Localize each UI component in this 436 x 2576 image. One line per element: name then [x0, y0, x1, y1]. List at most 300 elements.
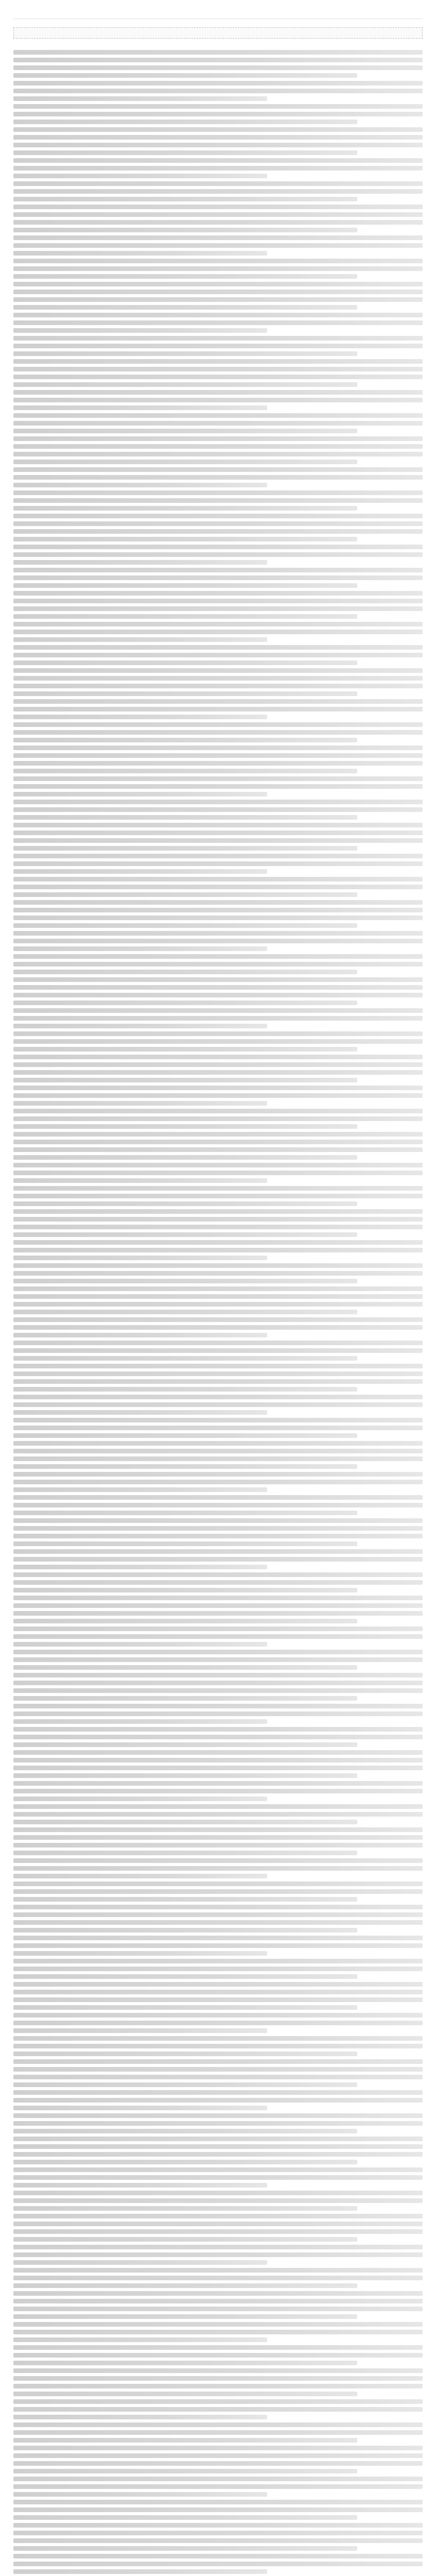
text-line-placeholder — [13, 1256, 267, 1260]
text-line-placeholder — [13, 2167, 423, 2172]
text-line-placeholder — [13, 730, 423, 735]
text-line-placeholder — [13, 1209, 423, 1214]
text-line-placeholder — [13, 846, 357, 851]
text-line-placeholder — [13, 1310, 357, 1314]
text-line-placeholder — [13, 1866, 423, 1871]
text-line-placeholder — [13, 1967, 423, 1971]
text-line-placeholder — [13, 1650, 423, 1654]
text-line-placeholder — [13, 2059, 423, 2064]
text-line-placeholder — [13, 660, 357, 665]
text-line-placeholder — [13, 475, 423, 480]
text-line-placeholder — [13, 1974, 357, 1979]
text-line-placeholder — [13, 2175, 423, 2180]
text-line-placeholder — [13, 1240, 423, 1245]
text-line-placeholder — [13, 1495, 423, 1500]
text-line-placeholder — [13, 313, 423, 317]
text-line-placeholder — [13, 1549, 423, 1554]
text-line-placeholder — [13, 1341, 423, 1345]
text-line-placeholder — [13, 1371, 423, 1376]
text-line-placeholder — [13, 320, 423, 325]
text-line-placeholder — [13, 2307, 423, 2311]
text-line-placeholder — [13, 1062, 423, 1067]
text-line-placeholder — [13, 1858, 423, 1863]
text-line-placeholder — [13, 1279, 357, 1283]
text-line-placeholder — [13, 297, 423, 302]
text-line-placeholder — [13, 127, 423, 132]
text-line-placeholder — [13, 707, 423, 711]
text-line-placeholder — [13, 2214, 423, 2218]
text-line-placeholder — [13, 1603, 423, 1608]
text-line-placeholder — [13, 1727, 423, 1732]
text-line-placeholder — [13, 514, 423, 518]
text-line-placeholder — [13, 2245, 423, 2249]
text-line-placeholder — [13, 1572, 423, 1577]
text-line-placeholder — [13, 529, 423, 534]
text-line-placeholder — [13, 104, 423, 109]
text-line-placeholder — [13, 1982, 423, 1987]
text-line-placeholder — [13, 653, 423, 657]
text-line-placeholder — [13, 282, 423, 286]
text-line-placeholder — [13, 831, 423, 835]
text-line-placeholder — [13, 1001, 357, 1005]
text-line-placeholder — [13, 2113, 423, 2118]
text-line-placeholder — [13, 1920, 423, 1925]
text-line-placeholder — [13, 2144, 423, 2149]
text-line-placeholder — [13, 1008, 423, 1013]
text-line-placeholder — [13, 521, 423, 526]
text-line-placeholder — [13, 939, 423, 943]
text-line-placeholder — [13, 869, 267, 874]
text-line-placeholder — [13, 807, 423, 812]
text-line-placeholder — [13, 2283, 357, 2288]
text-line-placeholder — [13, 1851, 357, 1855]
text-line-placeholder — [13, 2005, 357, 2010]
text-line-placeholder — [13, 815, 357, 820]
text-line-placeholder — [13, 436, 423, 441]
text-line-placeholder — [13, 2252, 423, 2257]
text-line-placeholder — [13, 1086, 423, 1090]
text-line-placeholder — [13, 1016, 423, 1021]
text-line-placeholder — [13, 228, 357, 232]
text-line-placeholder — [13, 1534, 423, 1538]
text-line-placeholder — [13, 1804, 423, 1809]
text-line-placeholder — [13, 2554, 423, 2558]
text-line-placeholder — [13, 2477, 423, 2481]
text-line-placeholder — [13, 2546, 357, 2551]
text-line-placeholder — [13, 1711, 423, 1716]
text-line-placeholder — [13, 2268, 423, 2273]
text-line-placeholder — [13, 1186, 423, 1191]
text-line-placeholder — [13, 243, 423, 248]
text-line-placeholder — [13, 429, 357, 433]
text-line-placeholder — [13, 444, 423, 449]
text-line-placeholder — [13, 1325, 423, 1330]
text-line-placeholder — [13, 1928, 357, 1933]
text-line-placeholder — [13, 2469, 357, 2473]
text-line-placeholder — [13, 2028, 267, 2033]
text-line-placeholder — [13, 630, 423, 634]
text-line-placeholder — [13, 916, 423, 920]
text-line-placeholder — [13, 2299, 423, 2303]
text-line-placeholder — [13, 1031, 423, 1036]
text-line-placeholder — [13, 2523, 423, 2528]
text-line-placeholder — [13, 753, 423, 758]
body-text-lines — [13, 50, 423, 2576]
text-line-placeholder — [13, 2314, 357, 2319]
text-line-placeholder — [13, 668, 423, 673]
text-line-placeholder — [13, 1704, 423, 1708]
text-line-placeholder — [13, 1248, 423, 1252]
text-line-placeholder — [13, 1781, 423, 1786]
text-line-placeholder — [13, 2353, 423, 2358]
text-line-placeholder — [13, 568, 423, 572]
text-line-placeholder — [13, 359, 423, 364]
text-line-placeholder — [13, 2075, 423, 2079]
text-line-placeholder — [13, 2021, 423, 2025]
text-line-placeholder — [13, 1588, 357, 1592]
text-line-placeholder — [13, 112, 423, 116]
text-line-placeholder — [13, 854, 423, 858]
text-line-placeholder — [13, 405, 267, 410]
text-line-placeholder — [13, 1194, 423, 1198]
text-line-placeholder — [13, 784, 423, 789]
text-line-placeholder — [13, 220, 423, 225]
text-line-placeholder — [13, 2422, 423, 2427]
text-line-placeholder — [13, 962, 423, 967]
text-line-placeholder — [13, 2276, 423, 2280]
text-line-placeholder — [13, 1078, 357, 1082]
text-line-placeholder — [13, 614, 357, 619]
text-line-placeholder — [13, 537, 357, 541]
text-line-placeholder — [13, 166, 423, 171]
text-line-placeholder — [13, 50, 423, 55]
text-line-placeholder — [13, 1039, 423, 1044]
text-line-placeholder — [13, 1797, 267, 1801]
text-line-placeholder — [13, 946, 267, 951]
text-line-placeholder — [13, 684, 423, 688]
text-line-placeholder — [13, 1364, 423, 1368]
text-line-placeholder — [13, 1657, 423, 1662]
text-line-placeholder — [13, 1132, 423, 1137]
text-line-placeholder — [13, 197, 357, 201]
text-line-placeholder — [13, 96, 267, 101]
text-line-placeholder — [13, 1109, 423, 1113]
text-line-placeholder — [13, 120, 357, 124]
text-line-placeholder — [13, 2160, 357, 2164]
text-line-placeholder — [13, 212, 423, 217]
text-line-placeholder — [13, 1163, 423, 1167]
text-line-placeholder — [13, 1619, 357, 1623]
text-line-placeholder — [13, 1441, 423, 1446]
text-line-placeholder — [13, 583, 357, 588]
text-line-placeholder — [13, 970, 357, 974]
text-line-placeholder — [13, 2090, 423, 2095]
text-line-placeholder — [13, 691, 357, 696]
text-line-placeholder — [13, 1178, 267, 1183]
text-line-placeholder — [13, 552, 423, 557]
text-line-placeholder — [13, 1541, 357, 1546]
text-line-placeholder — [13, 923, 357, 928]
text-line-placeholder — [13, 1225, 423, 1229]
text-line-placeholder — [13, 1580, 423, 1585]
text-line-placeholder — [13, 2345, 423, 2350]
text-line-placeholder — [13, 351, 357, 356]
text-line-placeholder — [13, 1317, 423, 1322]
text-line-placeholder — [13, 452, 423, 456]
text-line-placeholder — [13, 715, 267, 719]
text-line-placeholder — [13, 483, 267, 487]
text-line-placeholder — [13, 838, 423, 843]
text-line-placeholder — [13, 1758, 423, 1762]
text-line-placeholder — [13, 1681, 423, 1685]
text-line-placeholder — [13, 2407, 423, 2412]
text-line-placeholder — [13, 2562, 423, 2566]
text-line-placeholder — [13, 738, 357, 742]
text-line-placeholder — [13, 336, 423, 341]
text-line-placeholder — [13, 1936, 423, 1940]
document-body — [13, 47, 423, 2576]
text-line-placeholder — [13, 1024, 267, 1028]
text-line-placeholder — [13, 1688, 423, 1693]
text-line-placeholder — [13, 2198, 423, 2203]
text-line-placeholder — [13, 676, 423, 681]
text-line-placeholder — [13, 1456, 423, 1461]
text-line-placeholder — [13, 1511, 357, 1515]
text-line-placeholder — [13, 2399, 423, 2404]
text-line-placeholder — [13, 490, 423, 495]
text-line-placeholder — [13, 2507, 423, 2512]
text-line-placeholder — [13, 591, 423, 596]
text-line-placeholder — [13, 1140, 423, 1144]
text-line-placeholder — [13, 382, 357, 387]
text-line-placeholder — [13, 985, 423, 990]
text-line-placeholder — [13, 1673, 423, 1677]
text-line-placeholder — [13, 1433, 357, 1438]
text-line-placeholder — [13, 81, 423, 86]
text-line-placeholder — [13, 1124, 357, 1129]
text-line-placeholder — [13, 467, 423, 472]
text-line-placeholder — [13, 1912, 423, 1917]
text-line-placeholder — [13, 977, 423, 982]
text-line-placeholder — [13, 2384, 423, 2388]
text-line-placeholder — [13, 1735, 423, 1739]
text-line-placeholder — [13, 1897, 357, 1902]
text-line-placeholder — [13, 2492, 267, 2497]
text-line-placeholder — [13, 1634, 423, 1639]
text-line-placeholder — [13, 2291, 423, 2296]
text-line-placeholder — [13, 1789, 423, 1793]
text-line-placeholder — [13, 290, 423, 294]
text-line-placeholder — [13, 189, 423, 194]
text-line-placeholder — [13, 908, 423, 912]
text-line-placeholder — [13, 390, 423, 395]
text-line-placeholder — [13, 150, 357, 155]
text-line-placeholder — [13, 1286, 423, 1291]
text-line-placeholder — [13, 699, 423, 704]
text-line-placeholder — [13, 305, 357, 310]
text-line-placeholder — [13, 1147, 423, 1152]
text-line-placeholder — [13, 1333, 267, 1337]
text-line-placeholder — [13, 1626, 423, 1631]
text-line-placeholder — [13, 1464, 357, 1469]
text-line-placeholder — [13, 993, 423, 997]
text-line-placeholder — [13, 398, 423, 402]
text-line-placeholder — [13, 498, 423, 503]
text-line-placeholder — [13, 375, 423, 379]
text-line-placeholder — [13, 637, 267, 642]
text-line-placeholder — [13, 1766, 423, 1770]
text-line-placeholder — [13, 2531, 423, 2535]
text-line-placeholder — [13, 1101, 267, 1106]
text-line-placeholder — [13, 622, 423, 626]
text-line-placeholder — [13, 2415, 267, 2419]
text-line-placeholder — [13, 1171, 423, 1175]
text-line-placeholder — [13, 745, 423, 750]
text-line-placeholder — [13, 545, 423, 549]
text-line-placeholder — [13, 1271, 423, 1276]
text-line-placeholder — [13, 1526, 423, 1531]
text-line-placeholder — [13, 2569, 267, 2574]
text-line-placeholder — [13, 1820, 357, 1824]
text-line-placeholder — [13, 1959, 423, 1963]
text-line-placeholder — [13, 1696, 357, 1701]
text-line-placeholder — [13, 2376, 423, 2381]
text-line-placeholder — [13, 1116, 423, 1121]
text-line-placeholder — [13, 2430, 423, 2435]
text-line-placeholder — [13, 800, 423, 804]
text-line-placeholder — [13, 205, 423, 209]
text-line-placeholder — [13, 1472, 423, 1477]
text-line-placeholder — [13, 2152, 423, 2157]
text-line-placeholder — [13, 2237, 357, 2242]
text-line-placeholder — [13, 1889, 423, 1894]
text-line-placeholder — [13, 2322, 423, 2327]
text-line-placeholder — [13, 776, 423, 781]
text-line-placeholder — [13, 73, 357, 78]
text-line-placeholder — [13, 1882, 423, 1886]
text-line-placeholder — [13, 1155, 357, 1160]
text-line-placeholder — [13, 2129, 357, 2133]
text-line-placeholder — [13, 1449, 423, 1453]
text-line-placeholder — [13, 954, 423, 959]
text-line-placeholder — [13, 328, 267, 333]
text-line-placeholder — [13, 2052, 357, 2056]
text-line-placeholder — [13, 235, 423, 240]
text-line-placeholder — [13, 1905, 423, 1909]
text-line-placeholder — [13, 1997, 423, 2002]
text-line-placeholder — [13, 877, 423, 882]
text-line-placeholder — [13, 266, 423, 271]
text-line-placeholder — [13, 1812, 423, 1817]
text-line-placeholder — [13, 2191, 423, 2195]
text-line-placeholder — [13, 1943, 423, 1948]
text-line-placeholder — [13, 421, 423, 426]
text-line-placeholder — [13, 2013, 423, 2018]
text-line-placeholder — [13, 1503, 423, 1507]
text-line-placeholder — [13, 274, 357, 279]
text-line-placeholder — [13, 2538, 423, 2543]
text-line-placeholder — [13, 1750, 423, 1755]
text-line-placeholder — [13, 900, 423, 905]
text-line-placeholder — [13, 1093, 423, 1098]
text-line-placeholder — [13, 761, 423, 766]
text-line-placeholder — [13, 135, 423, 140]
text-line-placeholder — [13, 1302, 423, 1307]
text-line-placeholder — [13, 722, 423, 727]
text-line-placeholder — [13, 1565, 267, 1569]
text-line-placeholder — [13, 1596, 423, 1600]
text-line-placeholder — [13, 1047, 357, 1052]
text-line-placeholder — [13, 506, 357, 511]
text-line-placeholder — [13, 2183, 267, 2188]
document-title — [13, 14, 423, 19]
text-line-placeholder — [13, 344, 423, 348]
text-line-placeholder — [13, 1201, 357, 1206]
text-line-placeholder — [13, 65, 423, 70]
text-line-placeholder — [13, 1665, 357, 1670]
text-line-placeholder — [13, 2330, 423, 2334]
text-line-placeholder — [13, 413, 423, 418]
text-line-placeholder — [13, 2106, 267, 2110]
text-line-placeholder — [13, 1348, 423, 1353]
text-line-placeholder — [13, 2515, 357, 2520]
text-line-placeholder — [13, 1055, 423, 1059]
text-line-placeholder — [13, 2121, 423, 2126]
text-line-placeholder — [13, 259, 423, 263]
text-line-placeholder — [13, 58, 423, 62]
text-line-placeholder — [13, 1611, 423, 1616]
text-line-placeholder — [13, 2036, 423, 2041]
text-line-placeholder — [13, 1742, 357, 1747]
text-line-placeholder — [13, 2392, 357, 2396]
transcription-note — [13, 27, 423, 39]
text-line-placeholder — [13, 1263, 423, 1268]
text-line-placeholder — [13, 1835, 423, 1840]
text-line-placeholder — [13, 181, 423, 186]
text-line-placeholder — [13, 2137, 423, 2141]
text-line-placeholder — [13, 2446, 423, 2450]
text-line-placeholder — [13, 1232, 357, 1237]
text-line-placeholder — [13, 1951, 267, 1956]
text-line-placeholder — [13, 560, 267, 565]
text-line-placeholder — [13, 1487, 267, 1492]
text-line-placeholder — [13, 769, 357, 773]
text-line-placeholder — [13, 1402, 423, 1407]
text-line-placeholder — [13, 1827, 423, 1832]
text-line-placeholder — [13, 861, 423, 866]
text-line-placeholder — [13, 1217, 423, 1222]
text-line-placeholder — [13, 1642, 267, 1647]
text-line-placeholder — [13, 367, 423, 371]
text-line-placeholder — [13, 1990, 423, 1994]
text-line-placeholder — [13, 885, 423, 889]
text-line-placeholder — [13, 1874, 267, 1878]
text-line-placeholder — [13, 2500, 423, 2504]
text-line-placeholder — [13, 1843, 423, 1848]
text-line-placeholder — [13, 2229, 423, 2234]
text-line-placeholder — [13, 2206, 357, 2211]
text-line-placeholder — [13, 2368, 423, 2373]
text-line-placeholder — [13, 2484, 423, 2489]
text-line-placeholder — [13, 2361, 357, 2365]
text-line-placeholder — [13, 143, 423, 147]
text-line-placeholder — [13, 1418, 423, 1422]
text-line-placeholder — [13, 1356, 357, 1361]
text-line-placeholder — [13, 1773, 357, 1778]
text-line-placeholder — [13, 1480, 423, 1484]
text-line-placeholder — [13, 892, 357, 897]
text-line-placeholder — [13, 2461, 423, 2466]
